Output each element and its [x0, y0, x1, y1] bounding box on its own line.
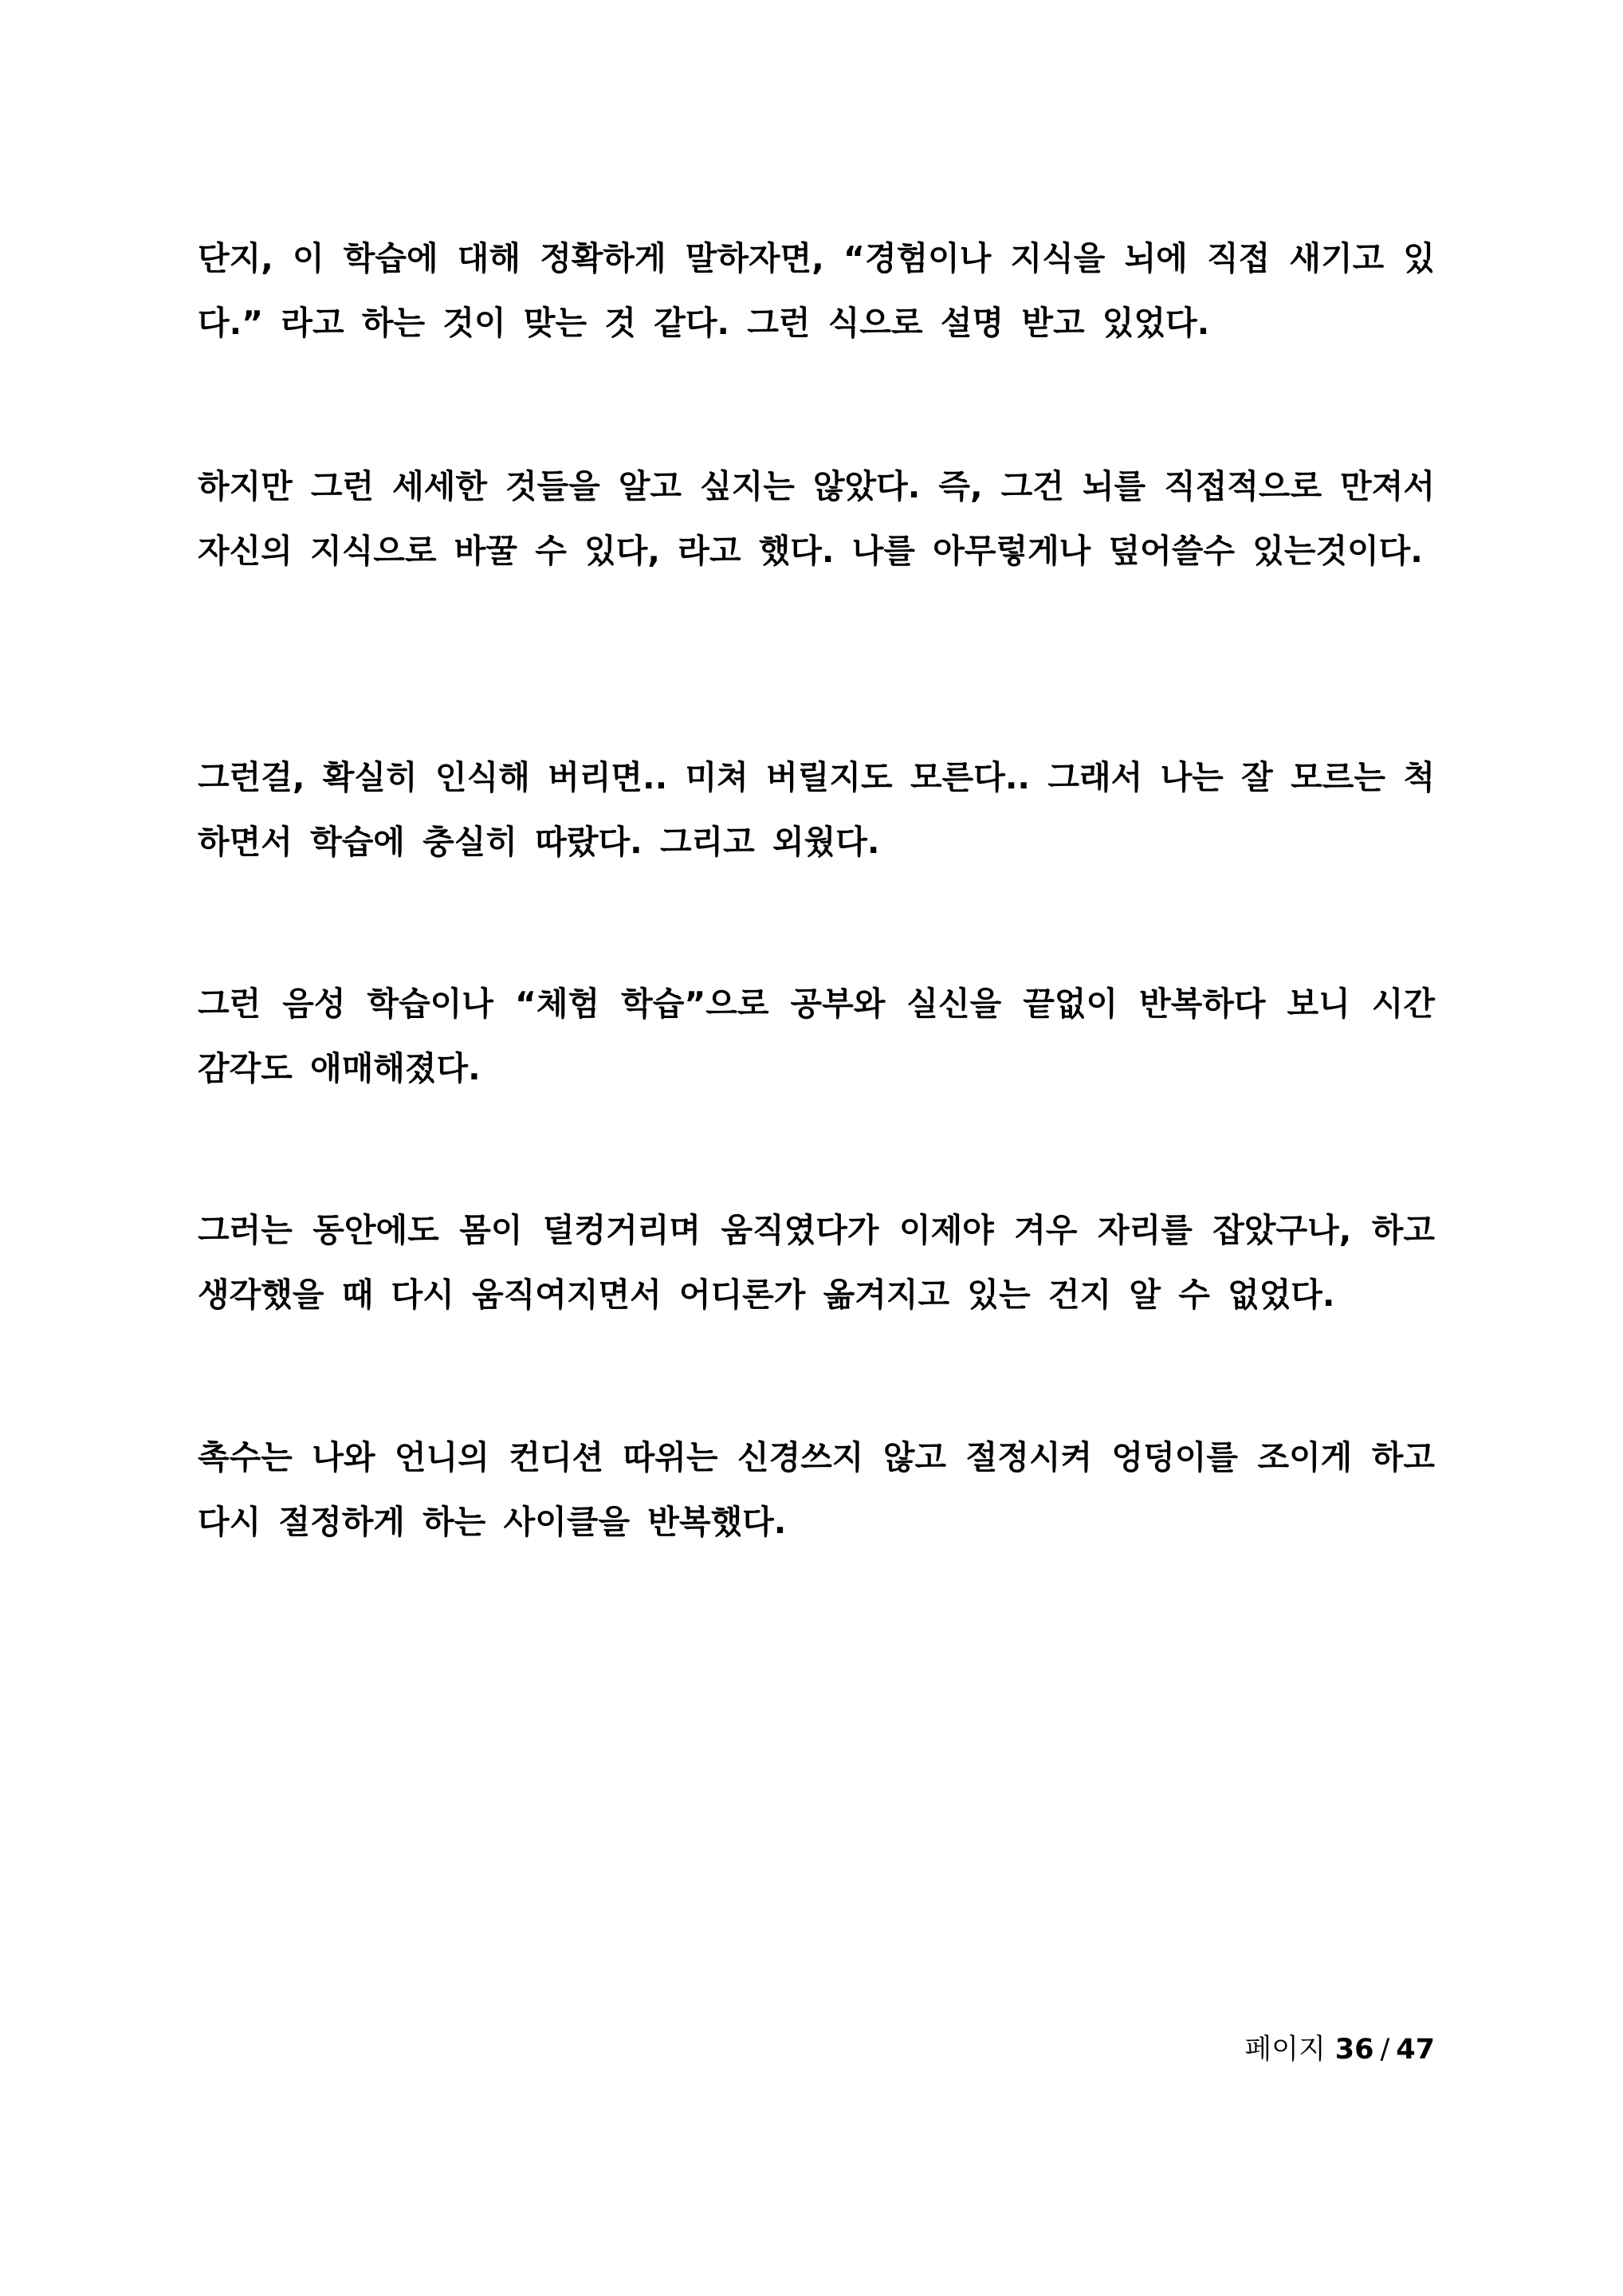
body-paragraph-3: 그런걸, 확실히 인식해 버리면.. 미쳐 버릴지도 모른다.. 그래서 나는 잘 모르는 척 하면서 학습에 충실히 따랐다. 그리고 외웠다.	[198, 758, 1435, 861]
body-paragraph-2: 하지만 그런 세세한 것들을 알고 싶지는 않았다. 즉, 그건 뇌를 직접적으로 만져서 자신의 지식으로 바꿀 수 있다, 라고 했다. 나를 아무렇게나 덮어쓸수 있는것이다.	[198, 467, 1435, 570]
page-separator: /	[1380, 2034, 1390, 2066]
body-paragraph-4: 그런 음성 학습이나 “체험 학습”으로 공부와 실신을 끝없이 반복하다 보니 시간 감각도 애매해졌다.	[198, 985, 1435, 1087]
body-paragraph-1: 단지, 이 학습에 대해 정확하게 말하자면, “경험이나 지식을 뇌에 직접 새기고 있다.” 라고 하는 것이 맞는 것 같다. 그런 식으로 설명 받고 있었다.	[198, 239, 1435, 342]
body-paragraph-6: 촉수는 나와 언니의 컨디션 따위는 신경쓰지 않고 절정시켜 엉덩이를 조이게 하고 다시 절정하게 하는 사이클을 반복했다.	[198, 1438, 1435, 1541]
total-page-count: 47	[1396, 2034, 1435, 2066]
page-number-footer	[1244, 2030, 1435, 2070]
current-page-number: 36	[1334, 2034, 1374, 2066]
body-paragraph-5: 그러는 동안에도 몸이 덜컹거리며 움직였다가 이제야 겨우 자리를 잡았구나, 하고 생각했을 때 다시 움직여지면서 어디론가 옮겨지고 있는 건지 알 수 없었다.	[198, 1211, 1435, 1314]
page-label: 페이지	[1244, 2034, 1326, 2066]
